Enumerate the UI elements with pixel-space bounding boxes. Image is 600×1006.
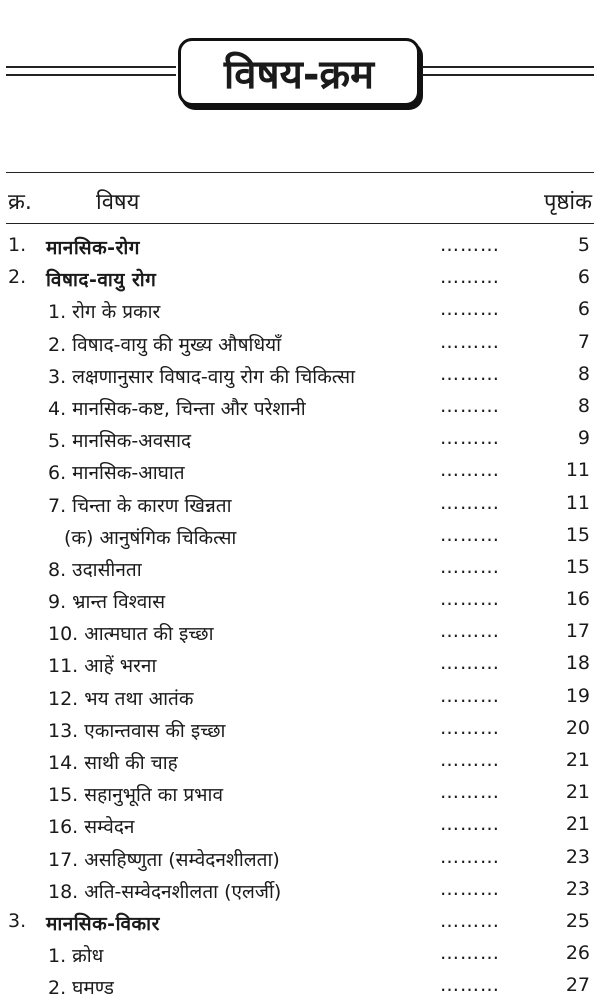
table-header bbox=[0, 180, 600, 220]
row-page: 18 bbox=[565, 652, 590, 675]
row-leader: ……… bbox=[440, 813, 500, 836]
contents-row bbox=[0, 809, 600, 841]
contents-row bbox=[0, 938, 600, 970]
contents-row bbox=[0, 584, 600, 616]
row-title: 12. भय तथा आतंक bbox=[48, 687, 194, 710]
contents-row bbox=[0, 777, 600, 809]
row-page: 8 bbox=[577, 362, 590, 385]
row-title: 10. आत्मघात की इच्छा bbox=[48, 623, 214, 646]
row-leader: ……… bbox=[440, 459, 500, 482]
contents-row bbox=[0, 681, 600, 713]
contents-row bbox=[0, 359, 600, 391]
row-title: 14. साथी की चाह bbox=[48, 752, 178, 774]
row-page: 7 bbox=[577, 330, 590, 353]
row-leader: ……… bbox=[440, 749, 500, 771]
contents-row bbox=[0, 616, 600, 648]
row-leader: ……… bbox=[440, 427, 500, 450]
row-title: 2. विषाद-वायु की मुख्य औषधियाँ bbox=[48, 333, 282, 356]
row-leader: ……… bbox=[440, 974, 500, 997]
row-number: 2. bbox=[8, 266, 27, 289]
row-leader: ……… bbox=[440, 781, 500, 804]
page-title: विषय-क्रम bbox=[178, 38, 420, 106]
row-page: 15 bbox=[565, 555, 590, 578]
row-title: 18. अति-सम्वेदनशीलता (एलर्जी) bbox=[48, 880, 282, 903]
row-page: 21 bbox=[565, 781, 590, 804]
contents-row bbox=[0, 488, 600, 520]
contents-row bbox=[0, 906, 600, 938]
contents-row bbox=[0, 327, 600, 359]
contents-row bbox=[0, 874, 600, 906]
row-leader: ……… bbox=[440, 234, 500, 256]
row-leader: ……… bbox=[440, 652, 500, 675]
row-page: 21 bbox=[565, 813, 590, 836]
row-title: 4. मानसिक-कष्ट, चिन्ता और परेशानी bbox=[48, 397, 306, 420]
row-page: 6 bbox=[577, 266, 590, 289]
row-page: 11 bbox=[565, 459, 590, 482]
row-title: 7. चिन्ता के कारण खिन्नता bbox=[48, 494, 232, 517]
contents-row bbox=[0, 842, 600, 874]
row-page: 23 bbox=[565, 845, 590, 868]
row-title: 9. भ्रान्त विश्वास bbox=[48, 591, 166, 614]
contents-row bbox=[0, 391, 600, 423]
row-title: 13. एकान्तवास की इच्छा bbox=[48, 719, 226, 742]
row-leader: ……… bbox=[440, 491, 500, 514]
row-leader: ……… bbox=[440, 877, 500, 900]
row-leader: ……… bbox=[440, 845, 500, 868]
row-number: 3. bbox=[8, 909, 27, 932]
contents-row bbox=[0, 713, 600, 745]
row-page: 19 bbox=[565, 684, 590, 707]
row-leader: ……… bbox=[440, 620, 500, 643]
row-title: 16. सम्वेदन bbox=[48, 816, 135, 839]
row-leader: ……… bbox=[440, 555, 500, 578]
contents-row bbox=[0, 294, 600, 326]
row-title: 17. असहिष्णुता (सम्वेदनशीलता) bbox=[48, 848, 280, 871]
row-leader: ……… bbox=[440, 909, 500, 932]
row-leader: ……… bbox=[440, 266, 500, 289]
row-title: 3. लक्षणानुसार विषाद-वायु रोग की चिकित्सा bbox=[48, 365, 356, 388]
row-title: 1. क्रोध bbox=[48, 945, 104, 968]
contents-row bbox=[0, 230, 600, 262]
row-page: 26 bbox=[565, 942, 590, 965]
contents-row bbox=[0, 552, 600, 584]
row-page: 6 bbox=[577, 298, 590, 321]
contents-row bbox=[0, 423, 600, 455]
row-page: 23 bbox=[565, 877, 590, 900]
header-rule-bottom bbox=[6, 223, 594, 224]
row-page: 25 bbox=[565, 909, 590, 932]
header-subject: विषय bbox=[96, 190, 140, 215]
row-title: 8. उदासीनता bbox=[48, 558, 142, 581]
row-title: 6. मानसिक-आघात bbox=[48, 462, 185, 485]
row-title: मानसिक-रोग bbox=[46, 237, 140, 259]
row-page: 16 bbox=[565, 588, 590, 611]
header-rule-top bbox=[6, 172, 594, 173]
contents-row bbox=[0, 648, 600, 680]
row-leader: ……… bbox=[440, 716, 500, 739]
row-leader: ……… bbox=[440, 523, 500, 546]
header-number: क्र. bbox=[8, 190, 32, 215]
row-page: 15 bbox=[565, 523, 590, 546]
row-title: विषाद-वायु रोग bbox=[46, 269, 157, 292]
row-title: 5. मानसिक-अवसाद bbox=[48, 430, 192, 453]
row-title: (क) आनुषंगिक चिकित्सा bbox=[64, 526, 237, 549]
contents-row bbox=[0, 262, 600, 294]
contents-row bbox=[0, 520, 600, 552]
row-leader: ……… bbox=[440, 942, 500, 965]
contents-list bbox=[0, 230, 600, 1003]
row-title: 2. घमण्ड bbox=[48, 977, 114, 1000]
row-page: 21 bbox=[565, 749, 590, 771]
row-title: 15. सहानुभूति का प्रभाव bbox=[48, 784, 224, 807]
header-page: पृष्ठांक bbox=[543, 190, 592, 215]
row-leader: ……… bbox=[440, 684, 500, 707]
contents-row bbox=[0, 745, 600, 777]
contents-row bbox=[0, 970, 600, 1002]
row-page: 11 bbox=[565, 491, 590, 514]
row-leader: ……… bbox=[440, 394, 500, 417]
row-title: 1. रोग के प्रकार bbox=[48, 301, 161, 324]
row-page: 17 bbox=[565, 620, 590, 643]
row-page: 20 bbox=[565, 716, 590, 739]
row-number: 1. bbox=[8, 234, 27, 256]
row-leader: ……… bbox=[440, 588, 500, 611]
title-rule-left bbox=[6, 66, 176, 76]
row-leader: ……… bbox=[440, 330, 500, 353]
row-page: 5 bbox=[577, 234, 590, 256]
row-title: 11. आहें भरना bbox=[48, 655, 157, 678]
title-rule-right bbox=[422, 66, 594, 76]
row-leader: ……… bbox=[440, 362, 500, 385]
row-title: मानसिक-विकार bbox=[46, 912, 160, 935]
row-page: 27 bbox=[565, 974, 590, 997]
row-page: 8 bbox=[577, 394, 590, 417]
title-banner bbox=[0, 38, 600, 108]
contents-row bbox=[0, 455, 600, 487]
row-page: 9 bbox=[577, 427, 590, 450]
row-leader: ……… bbox=[440, 298, 500, 321]
